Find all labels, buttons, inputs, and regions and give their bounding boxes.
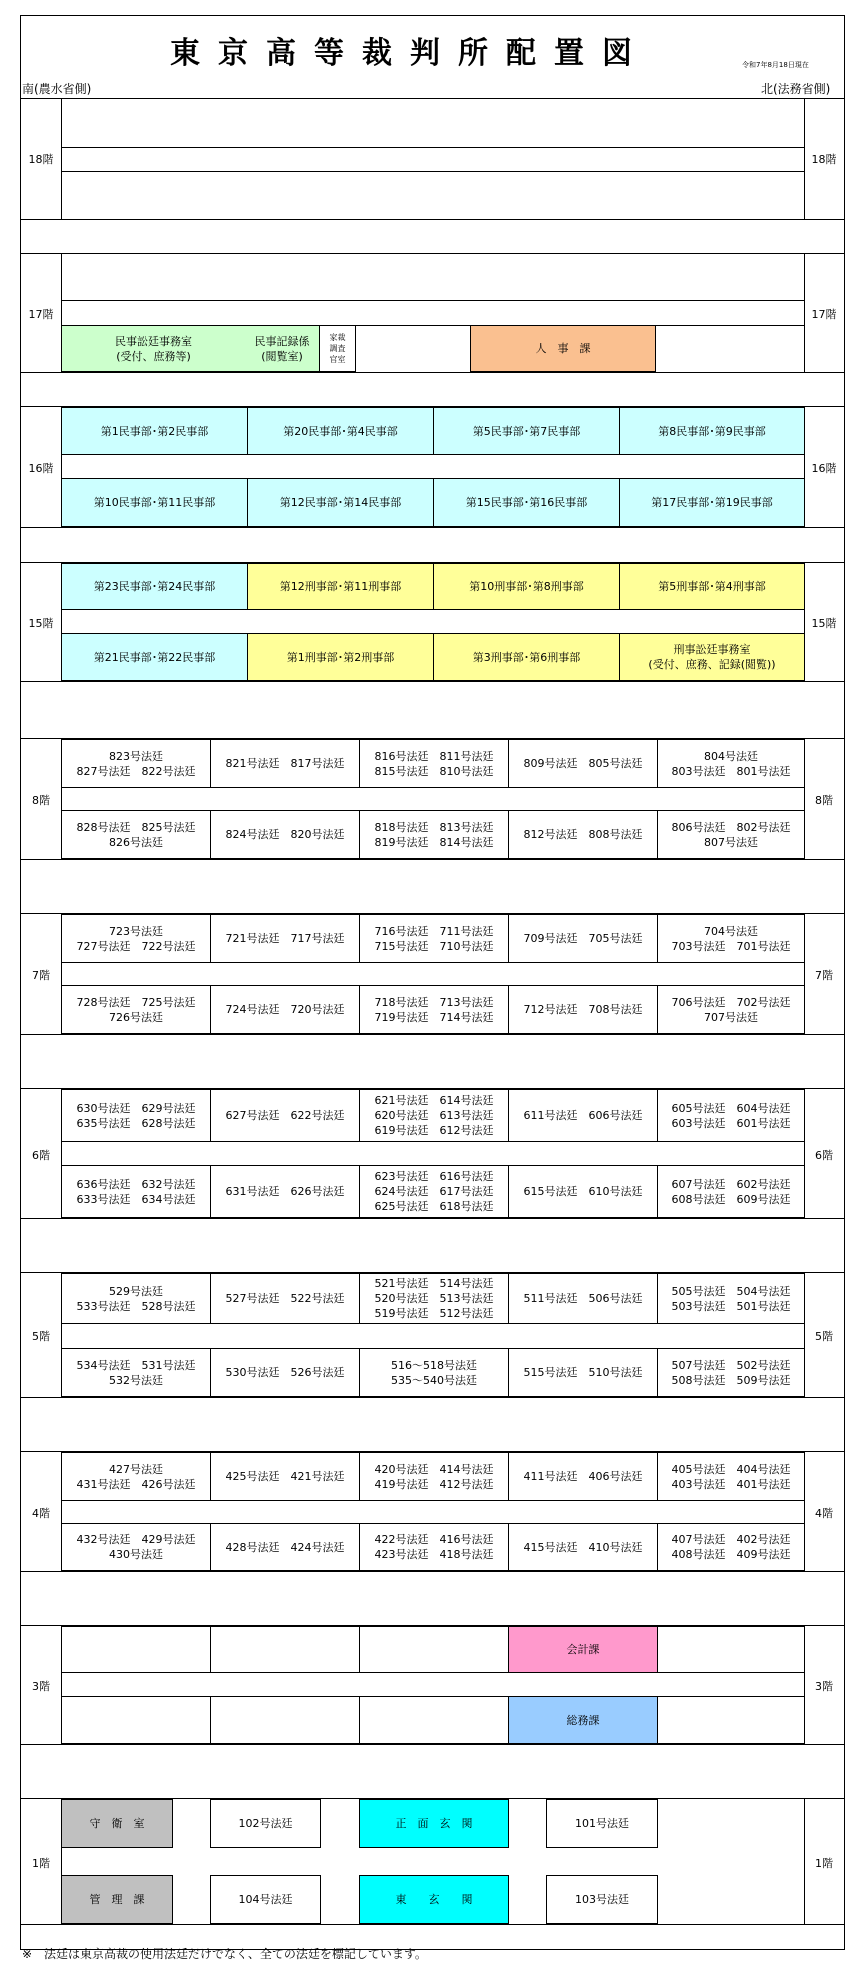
courtroom-group: 636号法廷 632号法廷 633号法廷 634号法廷	[61, 1165, 211, 1218]
courtroom-group: 611号法廷 606号法廷	[508, 1089, 658, 1142]
room	[61, 1696, 211, 1744]
courtroom-group: 422号法廷 416号法廷 423号法廷 418号法廷	[359, 1523, 509, 1571]
courtroom-group: 425号法廷 421号法廷	[210, 1452, 360, 1501]
as-of-date: 令和7年8月18日現在	[742, 61, 809, 69]
courtroom-group: 411号法廷 406号法廷	[508, 1452, 658, 1501]
corridor-wall	[61, 171, 805, 172]
floor-label-right: 6階	[815, 1149, 833, 1162]
courtroom-group: 530号法廷 526号法廷	[210, 1348, 360, 1397]
floor-18	[20, 98, 845, 220]
courtroom-group: 704号法廷 703号法廷 701号法廷	[657, 914, 805, 963]
floor-15	[20, 562, 845, 682]
floor-label-left: 7階	[32, 969, 50, 982]
general-affairs-division: 総務課	[508, 1696, 658, 1744]
courtroom: 103号法廷	[546, 1875, 658, 1924]
inner-wall	[804, 1799, 805, 1924]
courtroom-group: 428号法廷 424号法廷	[210, 1523, 360, 1571]
courtroom-group: 527号法廷 522号法廷	[210, 1273, 360, 1324]
floor-label-left: 18階	[28, 153, 54, 166]
floor-label-right: 16階	[811, 462, 837, 475]
courtroom-group: 621号法廷 614号法廷 620号法廷 613号法廷 619号法廷 612号法廷	[359, 1089, 509, 1142]
courtroom-group: 812号法廷 808号法廷	[508, 810, 658, 859]
inner-wall	[804, 99, 805, 219]
floor-label-right: 7階	[815, 969, 833, 982]
courtroom-group: 511号法廷 506号法廷	[508, 1273, 658, 1324]
floor-6	[20, 1088, 845, 1219]
courtroom-group: 706号法廷 702号法廷 707号法廷	[657, 985, 805, 1034]
courtroom: 104号法廷	[210, 1875, 321, 1924]
courtroom-group: 420号法廷 414号法廷 419号法廷 412号法廷	[359, 1452, 509, 1501]
floor-1	[20, 1798, 845, 1925]
room	[657, 1626, 805, 1673]
floor-16	[20, 406, 845, 528]
south-direction-label: 南(農水省側)	[22, 82, 92, 96]
courtroom-group: 824号法廷 820号法廷	[210, 810, 360, 859]
floor-label-right: 18階	[811, 153, 837, 166]
page-title: 東京高等裁判所配置図	[170, 36, 650, 71]
floor-label-right: 8階	[815, 794, 833, 807]
courtroom-group: 728号法廷 725号法廷 726号法廷	[61, 985, 211, 1034]
courtroom-group: 821号法廷 817号法廷	[210, 739, 360, 788]
inner-wall	[804, 254, 805, 372]
criminal-clerk-office: 刑事訟廷事務室 (受付、庶務、記録(閲覧))	[619, 633, 805, 681]
personnel-division: 人 事 課	[470, 325, 656, 372]
floor-3	[20, 1625, 845, 1745]
floor-label-left: 17階	[28, 308, 54, 321]
courtroom-group: 516～518号法廷 535～540号法廷	[359, 1348, 509, 1397]
courtroom: 102号法廷	[210, 1799, 321, 1848]
courtroom-group: 529号法廷 533号法廷 528号法廷	[61, 1273, 211, 1324]
floor-label-left: 6階	[32, 1149, 50, 1162]
criminal-division-room: 第3刑事部･第6刑事部	[433, 633, 620, 681]
courtroom-group: 823号法廷 827号法廷 822号法廷	[61, 739, 211, 788]
civil-division-room: 第5民事部･第7民事部	[433, 407, 620, 455]
east-entrance: 東 玄 関	[359, 1875, 509, 1924]
floor-label-right: 1階	[815, 1857, 833, 1870]
criminal-division-room: 第1刑事部･第2刑事部	[247, 633, 434, 681]
floor-label-left: 16階	[28, 462, 54, 475]
floor-label-left: 4階	[32, 1507, 50, 1520]
courtroom-group: 809号法廷 805号法廷	[508, 739, 658, 788]
corridor-wall	[61, 300, 805, 301]
courtroom-group: 631号法廷 626号法廷	[210, 1165, 360, 1218]
civil-division-room: 第15民事部･第16民事部	[433, 478, 620, 527]
room	[359, 1626, 509, 1673]
courtroom-group: 709号法廷 705号法廷	[508, 914, 658, 963]
floor-label-right: 4階	[815, 1507, 833, 1520]
floor-label-left: 15階	[28, 617, 54, 630]
room	[210, 1626, 360, 1673]
courtroom-group: 521号法廷 514号法廷 520号法廷 513号法廷 519号法廷 512号法廷	[359, 1273, 509, 1324]
floor-label-right: 15階	[811, 617, 837, 630]
courtroom-group: 712号法廷 708号法廷	[508, 985, 658, 1034]
courtroom: 101号法廷	[546, 1799, 658, 1848]
courtroom-group: 415号法廷 410号法廷	[508, 1523, 658, 1571]
room	[210, 1696, 360, 1744]
floor-label-left: 3階	[32, 1680, 50, 1693]
courtroom-group: 405号法廷 404号法廷 403号法廷 401号法廷	[657, 1452, 805, 1501]
civil-division-room: 第1民事部･第2民事部	[61, 407, 248, 455]
civil-division-room: 第21民事部･第22民事部	[61, 633, 248, 681]
main-entrance: 正 面 玄 関	[359, 1799, 509, 1848]
civil-division-room: 第23民事部･第24民事部	[61, 563, 248, 610]
floor-label-left: 1階	[32, 1857, 50, 1870]
corridor-wall	[61, 147, 805, 148]
courtroom-group: 718号法廷 713号法廷 719号法廷 714号法廷	[359, 985, 509, 1034]
courtroom-group: 724号法廷 720号法廷	[210, 985, 360, 1034]
floor-5	[20, 1272, 845, 1398]
courtroom-group: 432号法廷 429号法廷 430号法廷	[61, 1523, 211, 1571]
courtroom-group: 427号法廷 431号法廷 426号法廷	[61, 1452, 211, 1501]
criminal-division-room: 第5刑事部･第4刑事部	[619, 563, 805, 610]
floor-17	[20, 253, 845, 373]
floor-8	[20, 738, 845, 860]
courtroom-group: 607号法廷 602号法廷 608号法廷 609号法廷	[657, 1165, 805, 1218]
courtroom-group: 623号法廷 616号法廷 624号法廷 617号法廷 625号法廷 618号法廷	[359, 1165, 509, 1218]
room	[657, 1696, 805, 1744]
civil-division-room: 第20民事部･第4民事部	[247, 407, 434, 455]
civil-records-section: 民事記録係 (閲覧室)	[245, 325, 320, 372]
floor-label-right: 17階	[811, 308, 837, 321]
criminal-division-room: 第12刑事部･第11刑事部	[247, 563, 434, 610]
room	[61, 1626, 211, 1673]
courtroom-group: 818号法廷 813号法廷 819号法廷 814号法廷	[359, 810, 509, 859]
courtroom-group: 534号法廷 531号法廷 532号法廷	[61, 1348, 211, 1397]
courtroom-group: 505号法廷 504号法廷 503号法廷 501号法廷	[657, 1273, 805, 1324]
courtroom-group: 828号法廷 825号法廷 826号法廷	[61, 810, 211, 859]
courtroom-group: 716号法廷 711号法廷 715号法廷 710号法廷	[359, 914, 509, 963]
courtroom-group: 806号法廷 802号法廷 807号法廷	[657, 810, 805, 859]
inner-wall	[61, 99, 62, 219]
family-investigator-room: 家裁 調査 官室	[319, 325, 356, 372]
north-direction-label: 北(法務省側)	[761, 82, 831, 96]
courtroom-group: 816号法廷 811号法廷 815号法廷 810号法廷	[359, 739, 509, 788]
floor-label-left: 8階	[32, 794, 50, 807]
floor-7	[20, 913, 845, 1035]
civil-division-room: 第8民事部･第9民事部	[619, 407, 805, 455]
courtroom-group: 507号法廷 502号法廷 508号法廷 509号法廷	[657, 1348, 805, 1397]
civil-division-room: 第12民事部･第14民事部	[247, 478, 434, 527]
courtroom-group: 804号法廷 803号法廷 801号法廷	[657, 739, 805, 788]
footnote: ※ 法廷は東京高裁の使用法廷だけでなく、全ての法廷を標記しています。	[22, 1947, 427, 1961]
courtroom-group: 407号法廷 402号法廷 408号法廷 409号法廷	[657, 1523, 805, 1571]
civil-division-room: 第17民事部･第19民事部	[619, 478, 805, 527]
courtroom-group: 515号法廷 510号法廷	[508, 1348, 658, 1397]
security-guard-room: 守 衛 室	[61, 1799, 173, 1848]
floor-label-right: 3階	[815, 1680, 833, 1693]
courtroom-group: 605号法廷 604号法廷 603号法廷 601号法廷	[657, 1089, 805, 1142]
courtroom-group: 721号法廷 717号法廷	[210, 914, 360, 963]
courtroom-group: 615号法廷 610号法廷	[508, 1165, 658, 1218]
floor-label-right: 5階	[815, 1330, 833, 1343]
criminal-division-room: 第10刑事部･第8刑事部	[433, 563, 620, 610]
civil-division-room: 第10民事部･第11民事部	[61, 478, 248, 527]
floor-4	[20, 1451, 845, 1572]
accounting-division: 会計課	[508, 1626, 658, 1673]
courtroom-group: 630号法廷 629号法廷 635号法廷 628号法廷	[61, 1089, 211, 1142]
management-division: 管 理 課	[61, 1875, 173, 1924]
floor-label-left: 5階	[32, 1330, 50, 1343]
civil-clerk-office: 民事訟廷事務室 (受付、庶務等)	[61, 325, 246, 372]
courtroom-group: 723号法廷 727号法廷 722号法廷	[61, 914, 211, 963]
courtroom-group: 627号法廷 622号法廷	[210, 1089, 360, 1142]
room	[359, 1696, 509, 1744]
